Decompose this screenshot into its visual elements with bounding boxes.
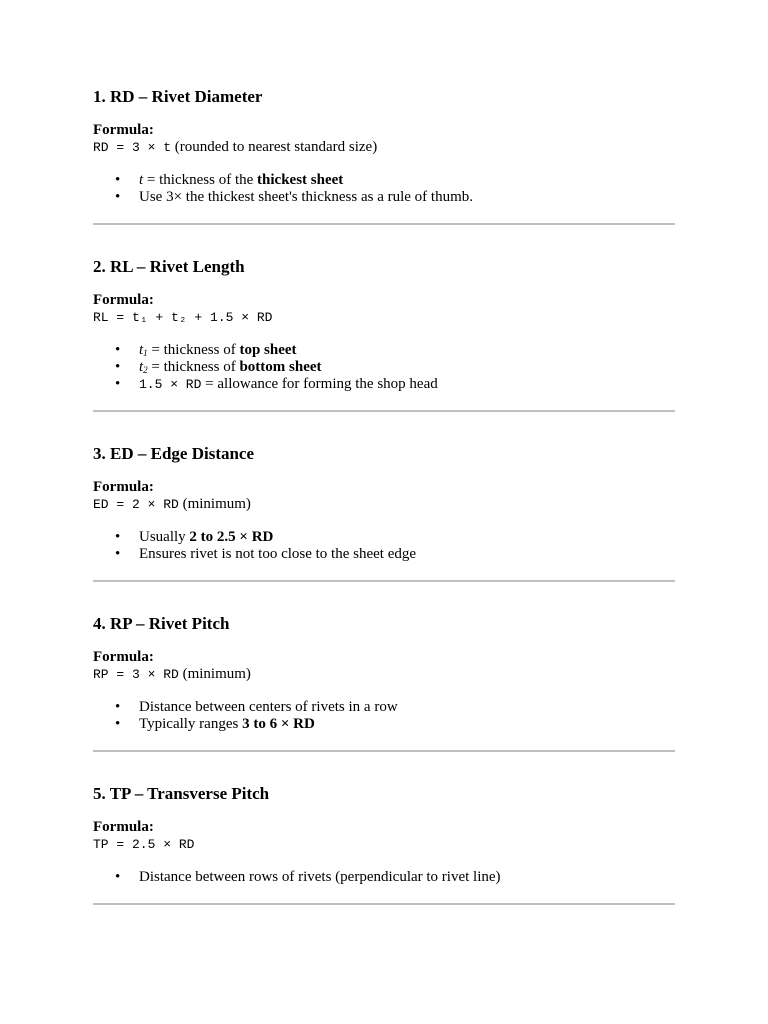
bullet-text: = thickness of the [143,172,258,188]
bullet-icon: • [115,342,121,358]
list-item [93,342,675,359]
formula-line [93,666,675,683]
bullet-bold: top sheet [239,342,297,358]
section-transverse-pitch [93,784,675,905]
bullet-bold: 3 to 6 × RD [242,716,315,732]
bullet-text: = thickness of [147,359,240,375]
bullet-list [93,529,675,563]
document-content [93,87,675,905]
section-heading: 3. ED – Edge Distance [93,444,255,463]
section-heading: 4. RP – Rivet Pitch [93,614,230,633]
formula-label: Formula: [93,819,154,835]
formula-code: RL = t₁ + t₂ + 1.5 × RD [93,310,273,325]
bullet-bold: 2 to 2.5 × RD [189,529,274,545]
bullet-icon: • [115,359,121,375]
list-item [93,189,675,206]
bullet-text: Typically ranges [139,716,243,732]
formula-label: Formula: [93,649,154,665]
variable-subscript: 1 [143,348,148,358]
bullet-list [93,869,675,886]
variable: t [139,359,144,375]
list-item [93,699,675,716]
formula-line [93,836,675,853]
section-rivet-pitch [93,614,675,752]
formula-code: ED = 2 × RD [93,497,179,512]
bullet-text: Distance between rows of rivets (perpendicular to rivet line) [139,869,501,885]
variable-subscript: 2 [143,365,148,375]
bullet-icon: • [115,529,121,545]
formula-label: Formula: [93,292,154,308]
list-item [93,716,675,733]
bullet-icon: • [115,189,121,205]
variable: t [139,342,144,358]
list-item [93,869,675,886]
bullet-bold: thickest sheet [257,172,344,188]
bullet-text: Ensures rivet is not too close to the sheet edge [139,546,417,562]
formula-line [93,309,675,326]
formula-code: TP = 2.5 × RD [93,837,195,852]
section-heading: 2. RL – Rivet Length [93,257,245,276]
bullet-text: Usually [139,529,190,545]
formula-note: (minimum) [178,496,251,512]
bullet-list [93,699,675,733]
bullet-code: 1.5 × RD [139,377,202,392]
section-rivet-length [93,257,675,412]
formula-label: Formula: [93,479,154,495]
formula-note: (minimum) [178,666,251,682]
formula-line [93,139,675,156]
bullet-icon: • [115,172,121,188]
bullet-icon: • [115,376,121,392]
list-item [93,376,675,393]
bullet-icon: • [115,716,121,732]
bullet-text: Use 3× the thickest sheet's thickness as a rule of thumb. [139,189,474,205]
formula-line [93,496,675,513]
list-item [93,546,675,563]
bullet-text: = thickness of [147,342,240,358]
bullet-text: = allowance for forming the shop head [201,376,438,392]
list-item [93,359,675,376]
section-divider [93,903,675,905]
bullet-list [93,172,675,206]
formula-label: Formula: [93,122,154,138]
bullet-bold: bottom sheet [239,359,322,375]
variable: t [139,172,144,188]
section-rivet-diameter [93,87,675,225]
bullet-icon: • [115,546,121,562]
section-edge-distance [93,444,675,582]
section-heading: 1. RD – Rivet Diameter [93,87,263,106]
formula-note: (rounded to nearest standard size) [171,139,378,155]
bullet-icon: • [115,699,121,715]
formula-code: RP = 3 × RD [93,667,179,682]
bullet-text: Distance between centers of rivets in a row [139,699,398,715]
list-item [93,172,675,189]
formula-code: RD = 3 × t [93,140,172,155]
list-item [93,529,675,546]
section-heading: 5. TP – Transverse Pitch [93,784,270,803]
bullet-list [93,342,675,393]
bullet-icon: • [115,869,121,885]
